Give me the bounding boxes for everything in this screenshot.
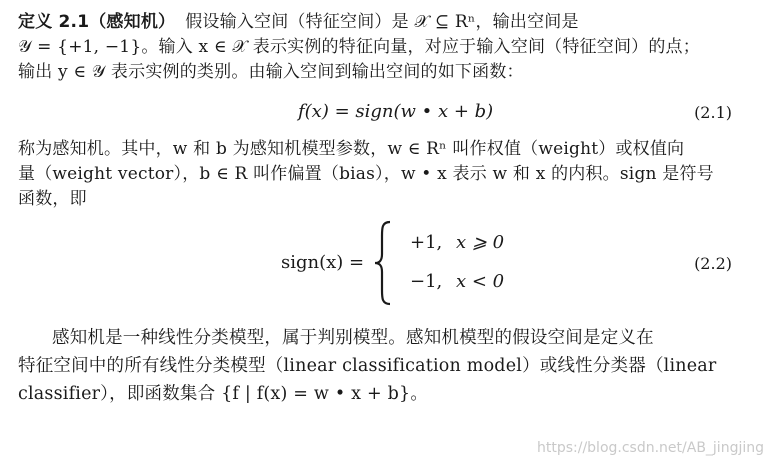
case-negative-condition: x < 0 (456, 271, 505, 292)
explanation-line-3: 函数，即 (18, 189, 87, 209)
explanation-line-1: 称为感知机。其中，w 和 b 为感知机模型参数，w ∈ Rⁿ 叫作权值（weight）或权值向 (18, 139, 685, 159)
watermark: https://blog.csdn.net/AB_jingjing (536, 440, 764, 456)
case-negative (410, 271, 504, 292)
summary-line-3: classifier），即函数集合 {f | f(x) = w • x + b}。 (18, 384, 429, 404)
equation-2-1 (18, 91, 754, 137)
equation-2-1-number: (2.1) (694, 103, 732, 122)
left-brace-icon (372, 220, 394, 306)
definition-line-3: 输出 y ∈ 𝒴 表示实例的类别。由输入空间到输出空间的如下函数： (18, 62, 524, 82)
definition-line-1 (18, 10, 754, 35)
case-positive-condition: x ⩾ 0 (456, 232, 505, 253)
equation-2-1-expression: f(x) = sign(w • x + b) (298, 101, 494, 122)
equation-2-2-number: (2.2) (694, 254, 732, 273)
definition-heading: 定义 2.1（感知机） (18, 12, 176, 32)
summary-line-1: 感知机是一种线性分类模型，属于判别模型。感知机模型的假设空间是定义在 (52, 328, 654, 348)
definition-text-1: 假设输入空间（特征空间）是 𝒳 ⊆ Rⁿ，输出空间是 (185, 12, 579, 32)
equation-2-2-lhs: sign(x) = (281, 252, 365, 273)
summary-line-2: 特征空间中的所有线性分类模型（linear classification model）或线性分类器（linear (18, 356, 717, 376)
summary-paragraph (18, 324, 754, 408)
case-negative-value: −1, (410, 271, 443, 292)
equation-2-2 (18, 218, 754, 310)
case-positive (410, 232, 504, 253)
explanation-line-2: 量（weight vector），b ∈ R 叫作偏置（bias），w • x 表示 w 和 x 的内积。sign 是符号 (18, 164, 714, 184)
definition-line-2: 𝒴 = {+1, −1}。输入 x ∈ 𝒳 表示实例的特征向量，对应于输入空间（特征空间）的点； (18, 37, 700, 57)
case-positive-value: +1, (410, 232, 443, 253)
